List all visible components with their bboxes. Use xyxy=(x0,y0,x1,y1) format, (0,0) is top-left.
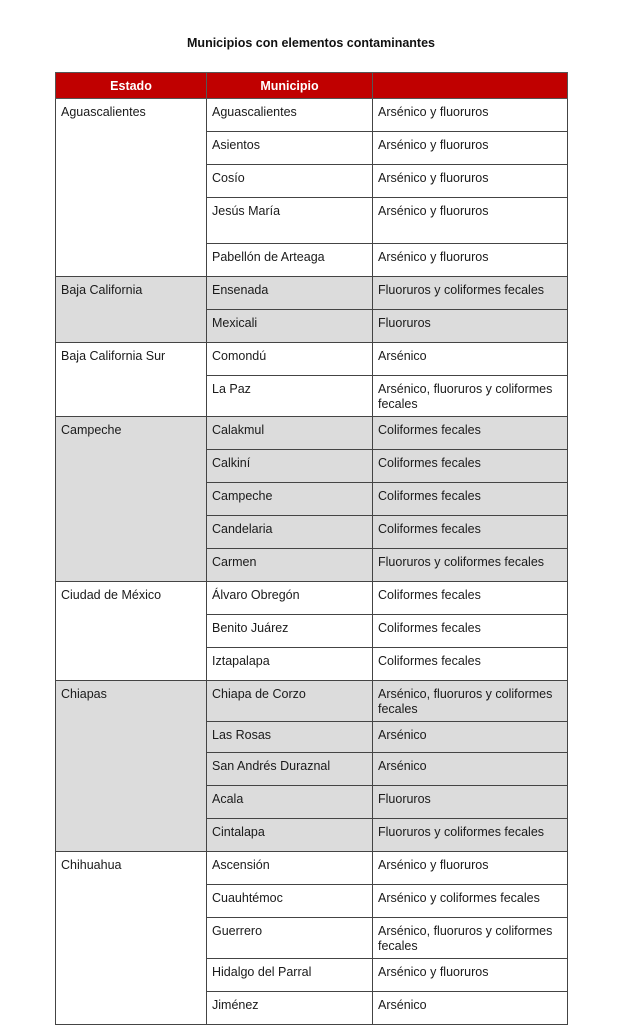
table-row xyxy=(56,417,568,450)
contaminante-cell: Coliformes fecales xyxy=(373,516,568,549)
estado-cell: Ciudad de México xyxy=(56,582,207,681)
estado-cell: Campeche xyxy=(56,417,207,582)
group-aguascalientes xyxy=(56,99,568,277)
municipio-cell: Aguascalientes xyxy=(207,99,373,132)
contaminante-cell: Fluoruros y coliformes fecales xyxy=(373,819,568,852)
municipio-cell: Candelaria xyxy=(207,516,373,549)
municipio-cell: Cosío xyxy=(207,165,373,198)
header-municipio: Municipio xyxy=(207,73,373,99)
contaminante-cell: Fluoruros y coliformes fecales xyxy=(373,277,568,310)
municipio-cell: Cuauhtémoc xyxy=(207,885,373,918)
table-row xyxy=(56,681,568,722)
contaminante-cell: Coliformes fecales xyxy=(373,483,568,516)
group-baja-california-sur xyxy=(56,343,568,417)
municipio-cell: Mexicali xyxy=(207,310,373,343)
contaminante-cell: Coliformes fecales xyxy=(373,648,568,681)
contaminante-cell: Coliformes fecales xyxy=(373,582,568,615)
contaminante-cell: Fluoruros y coliformes fecales xyxy=(373,549,568,582)
contaminante-cell: Coliformes fecales xyxy=(373,417,568,450)
table-row xyxy=(56,582,568,615)
municipio-cell: Iztapalapa xyxy=(207,648,373,681)
contaminante-cell: Arsénico y fluoruros xyxy=(373,165,568,198)
municipio-cell: Calkiní xyxy=(207,450,373,483)
municipio-cell: Guerrero xyxy=(207,918,373,959)
municipio-cell: La Paz xyxy=(207,376,373,417)
contaminante-cell: Fluoruros xyxy=(373,310,568,343)
municipio-cell: Campeche xyxy=(207,483,373,516)
municipio-cell: Chiapa de Corzo xyxy=(207,681,373,722)
header-contaminante xyxy=(373,73,568,99)
contaminante-cell: Arsénico, fluoruros y coliformes fecales xyxy=(373,918,568,959)
group-ciudad-de-mexico xyxy=(56,582,568,681)
group-chiapas xyxy=(56,681,568,852)
contaminante-cell: Arsénico y fluoruros xyxy=(373,132,568,165)
municipio-cell: Hidalgo del Parral xyxy=(207,959,373,992)
estado-cell: Baja California Sur xyxy=(56,343,207,417)
contaminante-cell: Arsénico xyxy=(373,722,568,753)
contaminante-cell: Arsénico y fluoruros xyxy=(373,959,568,992)
header-estado: Estado xyxy=(56,73,207,99)
group-chihuahua xyxy=(56,852,568,1025)
contaminants-table xyxy=(55,72,568,1025)
contaminante-cell: Arsénico, fluoruros y coliformes fecales xyxy=(373,681,568,722)
municipio-cell: Acala xyxy=(207,786,373,819)
contaminante-cell: Arsénico y fluoruros xyxy=(373,244,568,277)
table-row xyxy=(56,277,568,310)
estado-cell: Aguascalientes xyxy=(56,99,207,277)
municipio-cell: Comondú xyxy=(207,343,373,376)
municipio-cell: Cintalapa xyxy=(207,819,373,852)
contaminante-cell: Arsénico y fluoruros xyxy=(373,99,568,132)
municipio-cell: Pabellón de Arteaga xyxy=(207,244,373,277)
contaminante-cell: Arsénico, fluoruros y coliformes fecales xyxy=(373,376,568,417)
contaminante-cell: Arsénico y fluoruros xyxy=(373,198,568,244)
contaminante-cell: Coliformes fecales xyxy=(373,615,568,648)
municipio-cell: Álvaro Obregón xyxy=(207,582,373,615)
group-campeche xyxy=(56,417,568,582)
table-row xyxy=(56,343,568,376)
municipio-cell: Jesús María xyxy=(207,198,373,244)
municipio-cell: Benito Juárez xyxy=(207,615,373,648)
contaminante-cell: Arsénico xyxy=(373,753,568,786)
municipio-cell: Jiménez xyxy=(207,992,373,1025)
municipio-cell: Asientos xyxy=(207,132,373,165)
municipio-cell: Ensenada xyxy=(207,277,373,310)
estado-cell: Baja California xyxy=(56,277,207,343)
document-title: Municipios con elementos contaminantes xyxy=(187,36,435,50)
contaminante-cell: Fluoruros xyxy=(373,786,568,819)
municipio-cell: Calakmul xyxy=(207,417,373,450)
municipio-cell: San Andrés Duraznal xyxy=(207,753,373,786)
group-baja-california xyxy=(56,277,568,343)
table-row xyxy=(56,99,568,132)
contaminante-cell: Arsénico xyxy=(373,992,568,1025)
table-header-row xyxy=(56,73,568,99)
estado-cell: Chiapas xyxy=(56,681,207,852)
contaminante-cell: Arsénico xyxy=(373,343,568,376)
estado-cell: Chihuahua xyxy=(56,852,207,1025)
municipio-cell: Carmen xyxy=(207,549,373,582)
contaminante-cell: Arsénico y fluoruros xyxy=(373,852,568,885)
table-row xyxy=(56,852,568,885)
municipio-cell: Ascensión xyxy=(207,852,373,885)
contaminante-cell: Arsénico y coliformes fecales xyxy=(373,885,568,918)
contaminante-cell: Coliformes fecales xyxy=(373,450,568,483)
municipio-cell: Las Rosas xyxy=(207,722,373,753)
